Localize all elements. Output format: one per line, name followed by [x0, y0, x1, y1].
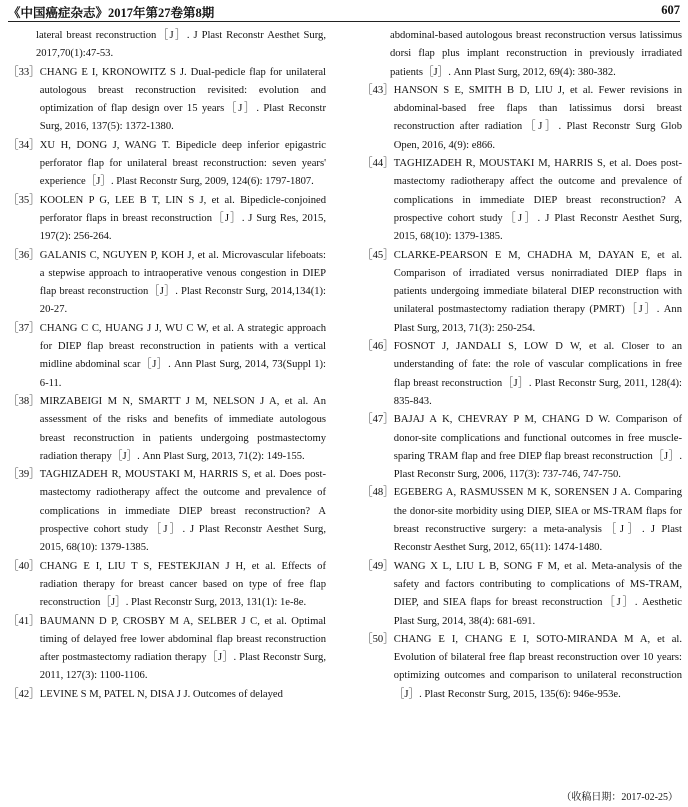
running-header	[8, 3, 680, 21]
reference-text: MIRZABEIGI M N, SMARTT J M, NELSON J A, et al. An assessment of the risks and benefits of immediate autologous breast reconstruction in patients undergoing postmastectomy radiation therapy［J］. Ann Plast Surg, 2013, 71(2): 149-155.	[39, 395, 326, 462]
reference-number: ［42］	[8, 688, 40, 700]
reference-entry	[8, 558, 326, 613]
received-date: （收稿日期：2017-02-25）	[561, 792, 678, 803]
reference-entry	[8, 466, 326, 557]
reference-text: CHANG E I, CHANG E I, SOTO-MIRANDA M A, et al. Evolution of bilateral free flap breast reconstruction over 10 years: optimizing outcomes and comparison to unilateral reconstruction［J］. Plast Reconstr Surg, 2015, 135(6): 946e-953e.	[393, 633, 682, 700]
reference-number: ［36］	[8, 249, 40, 261]
reference-text: CHANG C C, HUANG J J, WU C W, et al. A strategic approach for DIEP flap breast reconstruction in patients with a vertical midline abdominal scar［J］. Ann Plast Surg, 2014, 73(Suppl 1): 6-11.	[39, 322, 326, 389]
reference-text: KOOLEN P G, LEE B T, LIN S J, et al. Bipedicle-conjoined perforator flaps in breast reconstruction［J］. J Surg Res, 2015, 197(2): 256-264.	[39, 194, 326, 243]
reference-entry	[362, 484, 682, 557]
journal-title: 《中国癌症杂志》2017年第27卷第8期	[8, 6, 215, 20]
reference-number: ［41］	[8, 615, 40, 627]
reference-text: EGEBERG A, RASMUSSEN M K, SORENSEN J A. Comparing the donor-site morbidity using DIEP, SIEA or MS-TRAM flaps for breast reconstructive surgery: a meta-analysis［J］. J Plast Reconstr Aesthet Surg, 2012, 65(11): 1474-1480.	[393, 487, 682, 554]
reference-entry	[8, 686, 326, 704]
reference-number: ［46］	[362, 341, 394, 353]
reference-entry	[362, 631, 682, 704]
reference-text: BAUMANN D P, CROSBY M A, SELBER J C, et al. Optimal timing of delayed free lower abdominal flap breast reconstruction after postmastectomy radiation therapy［J］. Plast Reconstr Surg, 2011, 127(3): 1100-1106.	[39, 615, 326, 682]
reference-continuation: lateral breast reconstruction［J］. J Plast Reconstr Aesthet Surg, 2017,70(1):47-53.	[36, 30, 326, 60]
reference-text: GALANIS C, NGUYEN P, KOH J, et al. Microvascular lifeboats: a stepwise approach to intraoperative venous congestion in DIEP flap breast reconstruction［J］. Plast Reconstr Surg, 2014,134(1): 20-27.	[39, 249, 326, 316]
reference-text: XU H, DONG J, WANG T. Bipedicle deep inferior epigastric perforator flap for unilateral breast reconstruction: seven years' experience［J］. Plast Reconstr Surg, 2009, 124(6): 1797-1807.	[39, 139, 326, 188]
reference-number: ［43］	[362, 84, 394, 96]
reference-text: WANG X L, LIU L B, SONG F M, et al. Meta-analysis of the safety and factors contributing to complications of MS-TRAM, DIEP, and SIEA flaps for breast reconstruction［J］. Aesthetic Plast Surg, 2014, 38(4): 681-691.	[393, 560, 682, 627]
reference-text: BAJAJ A K, CHEVRAY P M, CHANG D W. Comparison of donor-site complications and functional outcomes in free muscle-sparing TRAM flap and free DIEP flap breast reconstruction［J］. Plast Reconstr Surg, 2006, 117(3): 737-746, 747-750.	[393, 414, 682, 481]
reference-text: TAGHIZADEH R, MOUSTAKI M, HARRIS S, et al. Does post-mastectomy radiotherapy affect the outcome and prevalence of complications in immediate DIEP breast reconstruction? A prospective cohort study［J］. J Plast Reconstr Aesthet Surg, 2015, 68(10): 1379-1385.	[393, 158, 682, 243]
header-rule	[8, 21, 680, 22]
reference-text: CHANG E I, LIU T S, FESTEKJIAN J H, et al. Effects of radiation therapy for breast cancer based on type of free flap reconstruction［J］. Plast Reconstr Surg, 2013, 131(1): 1e-8e.	[39, 560, 326, 609]
reference-number: ［49］	[362, 560, 394, 572]
reference-number: ［45］	[362, 249, 394, 261]
reference-number: ［44］	[362, 158, 394, 170]
reference-text: CHANG E I, KRONOWITZ S J. Dual-pedicle flap for unilateral autologous breast reconstruction revisited: evolution and optimization of flap design over 15 years［J］. Plast Reconstr Surg, 2016, 137(5): 1372-1380.	[39, 66, 326, 133]
page-number: 607	[661, 3, 680, 17]
reference-entry	[362, 411, 682, 484]
reference-number: ［40］	[8, 560, 40, 572]
reference-text: TAGHIZADEH R, MOUSTAKI M, HARRIS S, et al. Does post-mastectomy radiotherapy affect the outcome and prevalence of complications in immediate DIEP breast reconstruction? A prospective cohort study［J］. J Plast Reconstr Aesthet Surg, 2015, 68(10): 1379-1385.	[39, 469, 326, 554]
reference-number: ［50］	[362, 633, 394, 645]
reference-entry	[362, 82, 682, 155]
reference-number: ［34］	[8, 139, 40, 151]
reference-entry	[362, 338, 682, 411]
reference-number: ［38］	[8, 395, 40, 407]
reference-entry	[8, 64, 326, 137]
reference-text: FOSNOT J, JANDALI S, LOW D W, et al. Closer to an understanding of fate: the role of vascular complications in free flap breast reconstruction［J］. Plast Reconstr Surg, 2011, 128(4): 835-843.	[393, 341, 682, 407]
left-column	[8, 27, 326, 704]
right-column	[362, 27, 682, 704]
reference-entry	[8, 613, 326, 686]
reference-entry	[8, 393, 326, 466]
reference-text: LEVINE S M, PATEL N, DISA J J. Outcomes of delayed	[39, 688, 283, 700]
reference-entry	[8, 137, 326, 192]
reference-number: ［33］	[8, 66, 40, 78]
reference-entry	[362, 155, 682, 246]
reference-entry	[8, 192, 326, 247]
reference-entry	[8, 320, 326, 393]
reference-entry	[8, 247, 326, 320]
reference-text: HANSON S E, SMITH B D, LIU J, et al. Fewer revisions in abdominal-based free flaps than latissimus dorsi breast reconstruction after radiation［J］. Plast Reconstr Surg Glob Open, 2016, 4(9): e866.	[393, 84, 682, 151]
reference-number: ［37］	[8, 322, 40, 334]
reference-entry	[362, 247, 682, 338]
reference-number: ［47］	[362, 414, 394, 426]
reference-number: ［39］	[8, 469, 40, 481]
reference-entry	[362, 558, 682, 631]
reference-text: CLARKE-PEARSON E M, CHADHA M, DAYAN E, et al. Comparison of irradiated versus nonirradiated DIEP flaps in patients undergoing immediate bilateral DIEP reconstruction with unilateral postmastectomy radiation therapy (PMRT)［J］. Ann Plast Surg, 2013, 71(3): 250-254.	[393, 249, 682, 334]
reference-continuation: abdominal-based autologous breast reconstruction versus latissimus dorsi flap plus implant reconstruction in previously irradiated patients［J］. Ann Plast Surg, 2012, 69(4): 380-382.	[390, 30, 682, 78]
reference-number: ［35］	[8, 194, 40, 206]
reference-number: ［48］	[362, 487, 394, 499]
